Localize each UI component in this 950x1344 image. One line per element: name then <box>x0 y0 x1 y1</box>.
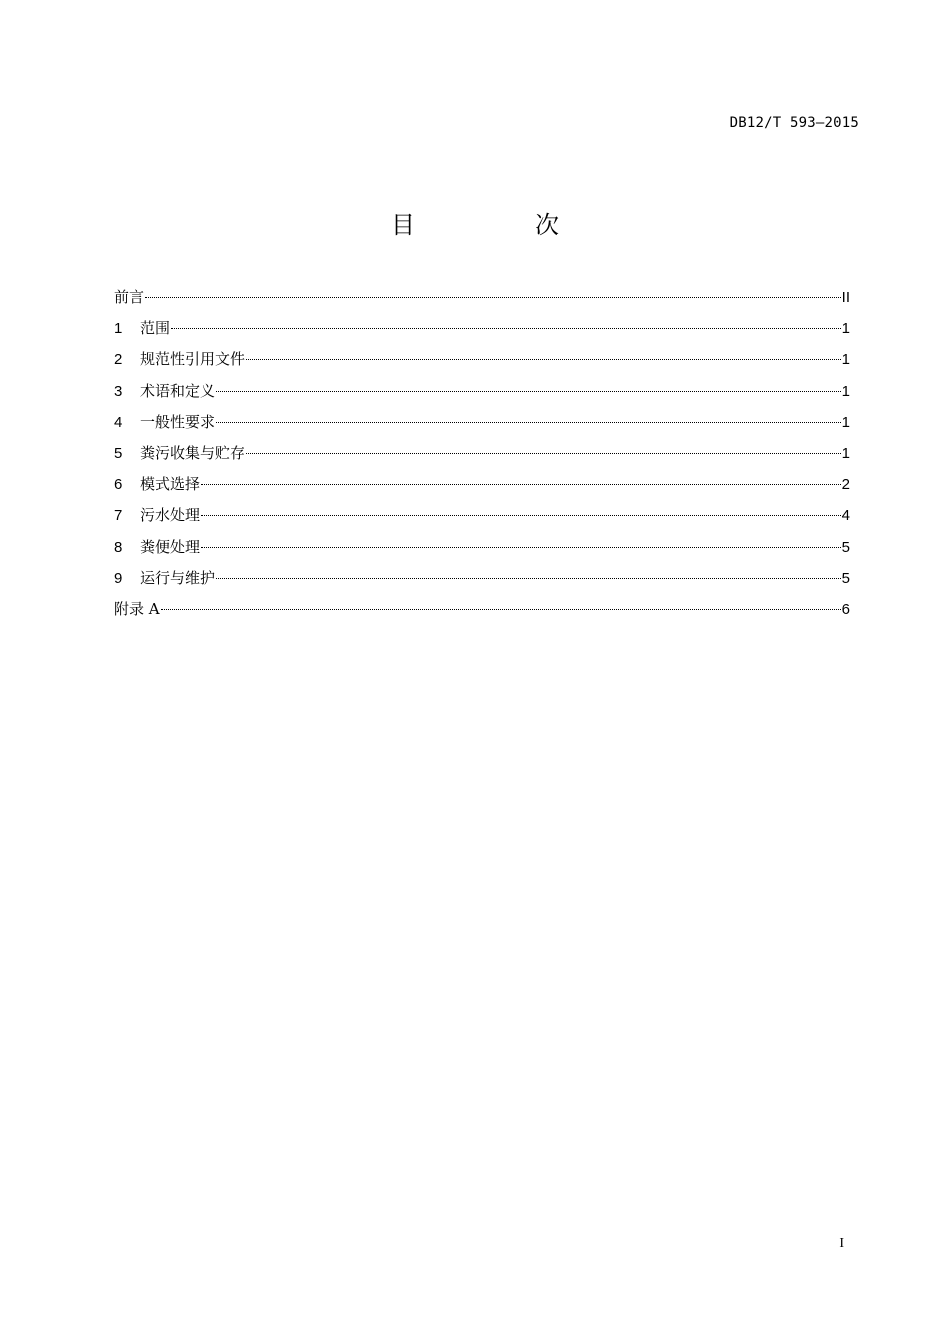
toc-entry-page: 1 <box>841 320 850 338</box>
toc-dot-leader <box>216 578 841 579</box>
toc-entry-label: 运行与维护 <box>140 568 216 587</box>
toc-entry-number: 8 <box>114 538 123 556</box>
page-title: 目 次 <box>391 211 607 239</box>
toc-dot-leader <box>145 297 841 298</box>
toc-dot-leader <box>246 453 841 454</box>
toc-entry-appendix-a[interactable] <box>114 598 850 629</box>
toc-entry-number: 2 <box>114 351 123 369</box>
standard-code: DB12/T 593—2015 <box>729 115 859 131</box>
page-number: I <box>839 1236 844 1251</box>
toc-entry-page: 1 <box>841 351 850 369</box>
toc-entry-page: II <box>841 289 850 306</box>
toc-dot-leader <box>171 328 841 329</box>
toc-entry-page: 4 <box>841 507 850 525</box>
toc-entry-number: 5 <box>114 444 123 462</box>
toc-entry-label: 污水处理 <box>140 506 201 525</box>
toc-entry-page: 5 <box>841 538 850 556</box>
toc-dot-leader <box>201 547 841 548</box>
toc-entry-label: 模式选择 <box>140 475 201 494</box>
toc-dot-leader <box>246 359 841 360</box>
toc-entry-number: 7 <box>114 507 123 525</box>
toc-entry-label: 粪便处理 <box>140 537 201 556</box>
toc-dot-leader <box>161 609 841 610</box>
toc-entry-5[interactable] <box>114 442 850 473</box>
toc-dot-leader <box>201 515 841 516</box>
toc-entry-label: 粪污收集与贮存 <box>140 443 246 462</box>
toc-entry-2[interactable] <box>114 348 850 379</box>
toc-entry-4[interactable] <box>114 411 850 442</box>
toc-entry-label: 术语和定义 <box>140 381 216 400</box>
toc-entry-9[interactable] <box>114 567 850 598</box>
toc-entry-1[interactable] <box>114 317 850 348</box>
toc-entry-6[interactable] <box>114 473 850 504</box>
toc-entry-number: 1 <box>114 320 123 338</box>
toc-entry-foreword[interactable] <box>114 286 850 317</box>
toc-entry-7[interactable] <box>114 504 850 535</box>
toc-entry-3[interactable] <box>114 380 850 411</box>
table-of-contents <box>114 286 850 629</box>
toc-dot-leader <box>216 422 841 423</box>
toc-entry-page: 1 <box>841 382 850 400</box>
toc-dot-leader <box>201 484 841 485</box>
toc-entry-number: 4 <box>114 413 123 431</box>
toc-entry-label: 范围 <box>140 319 171 338</box>
toc-entry-number: 3 <box>114 382 123 400</box>
toc-entry-label: 附录 A <box>114 599 160 618</box>
toc-entry-page: 1 <box>841 444 850 462</box>
toc-entry-label: 一般性要求 <box>140 412 216 431</box>
toc-entry-page: 1 <box>841 413 850 431</box>
toc-entry-number: 9 <box>114 569 123 587</box>
toc-entry-page: 2 <box>841 476 850 494</box>
toc-dot-leader <box>216 391 841 392</box>
toc-entry-number: 6 <box>114 476 123 494</box>
toc-entry-8[interactable] <box>114 536 850 567</box>
toc-entry-page: 5 <box>841 569 850 587</box>
toc-entry-label: 规范性引用文件 <box>140 350 246 369</box>
toc-entry-label: 前言 <box>114 288 145 306</box>
toc-entry-page: 6 <box>841 600 850 618</box>
